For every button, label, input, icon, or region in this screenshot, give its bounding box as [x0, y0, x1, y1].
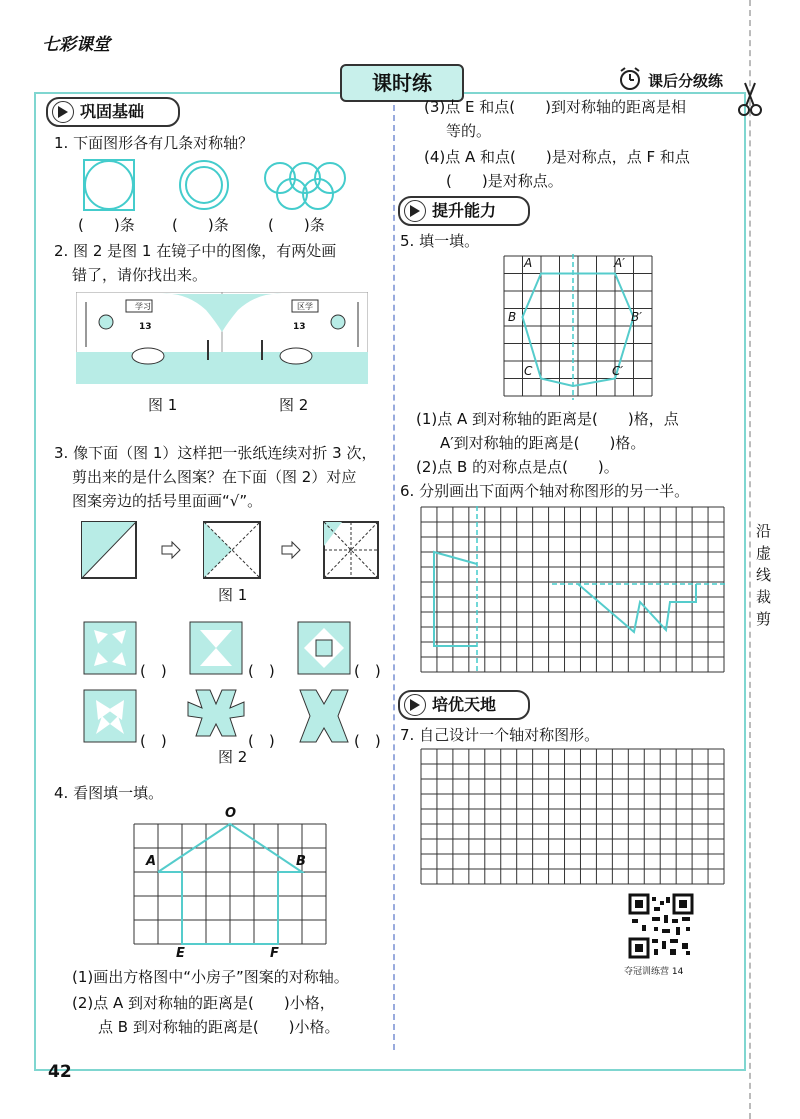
- q1-figures: [60, 158, 360, 218]
- q2-number-left: 13: [139, 322, 152, 332]
- play-icon: [404, 200, 426, 222]
- header-right-label: 课后分级练: [648, 72, 724, 90]
- q3-paren-3[interactable]: ( ): [354, 662, 381, 680]
- qr-caption: 夺冠训练营 14: [624, 967, 684, 977]
- q5-label-b: B: [508, 310, 517, 324]
- q4-house-grid: [132, 822, 328, 946]
- q4-label-f: F: [270, 946, 279, 961]
- q7-text: 7. 自己设计一个轴对称图形。: [400, 726, 600, 744]
- q3-paren-1[interactable]: ( ): [140, 662, 167, 680]
- q2-number-right: 13: [293, 322, 306, 332]
- q3-caption-2: 图 2: [218, 748, 248, 766]
- q2-caption-2: 图 2: [279, 396, 309, 414]
- q5-text: 5. 填一填。: [400, 232, 480, 250]
- q3-text-line2: 剪出来的是什么图案？在下面（图 2）对应: [72, 468, 357, 486]
- q4-sub1: (1)画出方格图中“小房子”图案的对称轴。: [72, 968, 349, 986]
- q2-sign-left: 学习: [135, 302, 151, 311]
- q4-sub3-continued: (3)点 E 和点( )到对称轴的距离是相: [424, 98, 686, 116]
- q3-pattern-options: [82, 620, 382, 746]
- q4-sub3: 点 B 到对称轴的距离是( )小格。: [98, 1018, 340, 1036]
- play-icon: [52, 101, 74, 123]
- q3-paren-6[interactable]: ( ): [354, 732, 381, 750]
- q6-text: 6. 分别画出下面两个轴对称图形的另一半。: [400, 482, 690, 500]
- section-advanced: 培优天地: [398, 690, 530, 720]
- cut-line: [749, 0, 751, 1119]
- q2-text-line2: 错了，请你找出来。: [72, 266, 208, 284]
- q4-sub2: (2)点 A 到对称轴的距离是( )小格，: [72, 994, 335, 1012]
- q4-sub4-continued: ( )是对称点。: [446, 172, 563, 190]
- q2-mirror-images: [76, 292, 368, 384]
- q4-label-o: O: [225, 806, 237, 821]
- alarm-clock-icon: [617, 66, 643, 92]
- q6-grid: [420, 506, 726, 674]
- q1-answer-3[interactable]: ( )条: [268, 216, 325, 234]
- q1-answer-2[interactable]: ( )条: [172, 216, 229, 234]
- q2-sign-right: 区学: [297, 302, 313, 311]
- q3-caption-1: 图 1: [218, 586, 248, 604]
- q5-grid: [502, 254, 654, 400]
- q1-answer-1[interactable]: ( )条: [78, 216, 135, 234]
- column-divider: [393, 95, 395, 1050]
- q3-paren-2[interactable]: ( ): [248, 662, 275, 680]
- q5-sub1: (1)点 A 到对称轴的距离是( )格，点: [416, 410, 679, 428]
- q3-text-line1: 3. 像下面（图 1）这样把一张纸连续对折 3 次，: [54, 444, 377, 462]
- q4-label-a: A: [146, 854, 157, 869]
- q2-text-line1: 2. 图 2 是图 1 在镜子中的图像，有两处画: [54, 242, 337, 260]
- section-basic: 巩固基础: [46, 97, 180, 127]
- q5-label-c-prime: C′: [612, 364, 624, 378]
- q3-paren-5[interactable]: ( ): [248, 732, 275, 750]
- scissors-icon: [737, 80, 763, 120]
- q5-label-a-prime: A′: [614, 256, 625, 270]
- q3-text-line3: 图案旁边的括号里面画“√”。: [72, 492, 263, 510]
- qr-code-image: [628, 893, 694, 959]
- q5-sub2: (2)点 B 的对称点是点( )。: [416, 458, 619, 476]
- q4-text: 4. 看图填一填。: [54, 784, 164, 802]
- page-number: 42: [48, 1062, 72, 1082]
- brand-logo: 七彩课堂: [42, 35, 110, 55]
- play-icon: [404, 694, 426, 716]
- q5-label-b-prime: B′: [631, 310, 642, 324]
- q4-sub3-continued-2: 等的。: [446, 122, 492, 140]
- q5-label-a: A: [524, 256, 533, 270]
- q4-label-e: E: [176, 946, 185, 961]
- q4-label-b: B: [296, 854, 306, 869]
- q7-design-grid[interactable]: [420, 748, 726, 886]
- q3-folding-steps: [80, 520, 380, 582]
- q4-sub4: (4)点 A 和点( )是对称点，点 F 和点: [424, 148, 690, 166]
- page-title: 课时练: [340, 64, 464, 102]
- q3-paren-4[interactable]: ( ): [140, 732, 167, 750]
- q2-caption-1: 图 1: [148, 396, 178, 414]
- cut-instruction: 沿 虚 线 裁 剪: [756, 522, 772, 628]
- q5-sub1-continued: A′到对称轴的距离是( )格。: [440, 434, 646, 452]
- q5-label-c: C: [524, 364, 533, 378]
- q1-text: 1. 下面图形各有几条对称轴？: [54, 134, 254, 152]
- section-improve: 提升能力: [398, 196, 530, 226]
